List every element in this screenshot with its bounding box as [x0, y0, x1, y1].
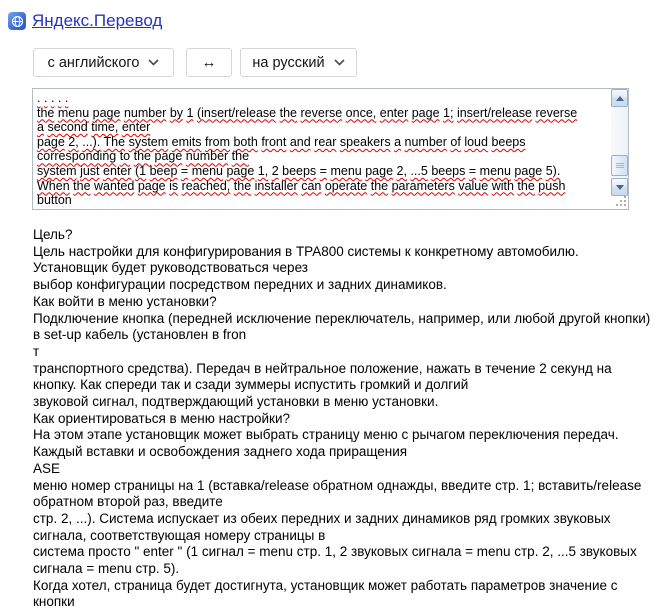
target-language-label: на русский [252, 54, 325, 71]
source-line: button [37, 193, 72, 207]
result-line: сигнала = menu стр. 5). [33, 561, 180, 577]
result-line: Цель настройки для конфигурирования в TPA800 системы к конкретному автомобилю. [33, 243, 579, 259]
chevron-down-icon [148, 54, 159, 70]
result-line: стр. 2, ...). Система испускает из обеих передних и задних динамиков ряд громких звуковых [33, 510, 611, 526]
source-language-label: с английского [47, 54, 140, 71]
result-line: кнопку. Как спереди так и сзади зуммеры испустить громкий и долгий [33, 377, 469, 393]
swap-languages-button[interactable] [186, 48, 232, 77]
source-line: corresponding to the page number the [37, 149, 250, 164]
result-line: транспортного средства). Передач в нейтральное положение, нажать в течение 2 секунд на [33, 360, 612, 376]
result-line: обратном второй раз, введите [33, 494, 223, 510]
chevron-down-icon [334, 54, 345, 70]
result-line: в set-up кабель (установлен в fron [33, 327, 247, 343]
result-line: Как войти в меню установки? [33, 293, 217, 309]
scroll-up-button[interactable] [611, 89, 628, 107]
result-line: звуковой сигнал, подтверждающий установки в меню установки. [33, 394, 439, 410]
result-line: Цель? [33, 227, 73, 242]
result-line: На этом этапе установщик может выбрать страницу меню с рычагом переключения передач. [33, 427, 619, 443]
result-line: меню номер страницы на 1 (вставка/release обратном однажды, введите стр. 1; вставить/release [33, 477, 642, 493]
source-line: system just enter (1 beep = menu page 1, 2 beeps = menu page 2, ...5 beeps = menu page 5). [37, 163, 561, 178]
result-line: т [33, 343, 40, 359]
source-line: When the wanted page is reached, the installer can operate the parameters value with the push [37, 178, 566, 193]
thumb-grip-icon [616, 163, 624, 168]
result-line: сигнала, соответствующая номеру страницы в [33, 527, 326, 543]
translation-result [33, 227, 651, 608]
result-line: Каждый вставки и освобождения заднего хода приращения [33, 444, 408, 460]
result-line: Когда хотел, страница будет достигнута, установщик может работать параметров значение с [33, 577, 618, 593]
globe-icon [11, 15, 24, 28]
app-title-link[interactable]: Яндекс.Перевод [32, 11, 163, 30]
source-line: . . . . . [37, 91, 69, 105]
source-line: page 2, ...). The system emits from both front and rear speakers a number of loud beeps [37, 134, 526, 149]
arrow-down-icon [616, 185, 624, 190]
resize-grip-icon[interactable] [615, 196, 627, 208]
source-textarea[interactable] [32, 88, 629, 210]
vertical-scrollbar[interactable] [611, 89, 628, 196]
result-line: Установщик будет руководствоваться через [33, 260, 308, 276]
result-line: система просто " enter " (1 сигнал = menu стр. 1, 2 звуковых сигнала = menu стр. 2, ...5 звуковых [33, 544, 637, 560]
source-line: the menu page number by 1 (insert/release the reverse once, enter page 1; insert/release reverse [37, 105, 578, 120]
source-text[interactable] [37, 91, 608, 207]
result-line: Подключение кнопка (передней исключение переключатель, например, или любой другой кнопки) [33, 310, 651, 326]
result-line: кнопки [33, 594, 75, 608]
result-line: выбор конфигурации посредством передних и задних динамиков. [33, 277, 447, 293]
source-language-dropdown[interactable] [33, 48, 174, 77]
yandex-translate-logo-icon [8, 12, 26, 30]
source-line: a second time, enter [37, 120, 151, 135]
scrollbar-thumb[interactable] [611, 155, 628, 176]
result-line: Как ориентироваться в меню настройки? [33, 410, 291, 426]
result-line: ASE [33, 460, 61, 476]
arrow-up-icon [616, 96, 624, 101]
swap-arrows-icon: ↔ [201, 54, 217, 71]
target-language-dropdown[interactable] [240, 48, 357, 77]
scroll-down-button[interactable] [611, 178, 628, 196]
